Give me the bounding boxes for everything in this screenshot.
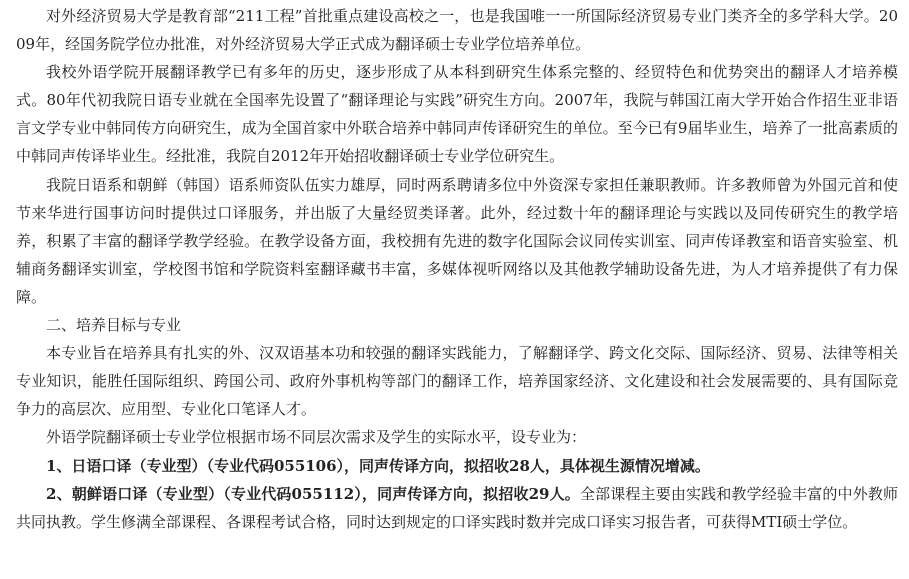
paragraph-school-history: 我校外语学院开展翻译教学已有多年的历史，逐步形成了从本科到研究生体系完整的、经贸特色和优势突出的翻译人才培养模式。80年代初我院日语专业就在全国率先设置了“翻译理论与实践”研究生方向。2007年，我院与韩国江南大学开始合作招生亚非语言文学专业中韩同传方向研究生，成为全国首家中外联合培养中韩同声传译研究生的单位。至今已有9届毕业生，培养了一批高素质的中韩同声传译毕业生。经批准，我院自2012年开始招收翻译硕士专业学位研究生。 bbox=[16, 63, 898, 166]
major-item-korean bbox=[16, 480, 898, 536]
document-body bbox=[16, 2, 898, 536]
paragraph-objective: 本专业旨在培养具有扎实的外、汉双语基本功和较强的翻译实践能力，了解翻译学、跨文化交际、国际经济、贸易、法律等相关专业知识，能胜任国际组织、跨国公司、政府外事机构等部门的翻译工作，培养国家经济、文化建设和社会发展需要的、具有国际竞争力的高层次、应用型、专业化口笔译人才。 bbox=[16, 344, 898, 419]
paragraph-majors-intro: 外语学院翻译硕士专业学位根据市场不同层次需求及学生的实际水平，设专业为： bbox=[46, 428, 587, 447]
major-item-japanese bbox=[16, 452, 898, 480]
major-item-korean-bold: 2、朝鲜语口译（专业型）（专业代码055112），同声传译方向，拟招收29人。 bbox=[46, 484, 580, 503]
paragraph-university-intro: 对外经济贸易大学是教育部“211工程”首批重点建设高校之一，也是我国唯一一所国际经济贸易专业门类齐全的多学科大学。2009年，经国务院学位办批准，对外经济贸易大学正式成为翻译硕士专业学位培养单位。 bbox=[16, 7, 898, 54]
section-heading: 二、培养目标与专业 bbox=[46, 316, 182, 335]
paragraph-faculty: 我院日语系和朝鲜（韩国）语系师资队伍实力雄厚，同时两系聘请多位中外资深专家担任兼职教师。许多教师曾为外国元首和使节来华进行国事访问时提供过口译服务，并出版了大量经贸类译著。此外，经过数十年的翻译理论与实践以及同传研究生的教学培养，积累了丰富的翻译学教学经验。在教学设备方面，我校拥有先进的数字化国际会议同传实训室、同声传译教室和语音实验室、机辅商务翻译实训室，学校图书馆和学院资料室翻译藏书丰富，多媒体视听网络以及其他教学辅助设备先进，为人才培养提供了有力保障。 bbox=[16, 175, 898, 306]
major-item-korean-rest: 全部课程主要由实践和教学经验丰富的中外教师共同执教。学生修满全部课程、各课程考试合格，同时达到规定的口译实践时数并完成口译实习报告者，可获得MTI硕士学位。 bbox=[16, 484, 898, 531]
major-item-japanese-text: 1、日语口译（专业型）（专业代码055106），同声传译方向，拟招收28人，具体视生源情况增减。 bbox=[46, 456, 710, 475]
